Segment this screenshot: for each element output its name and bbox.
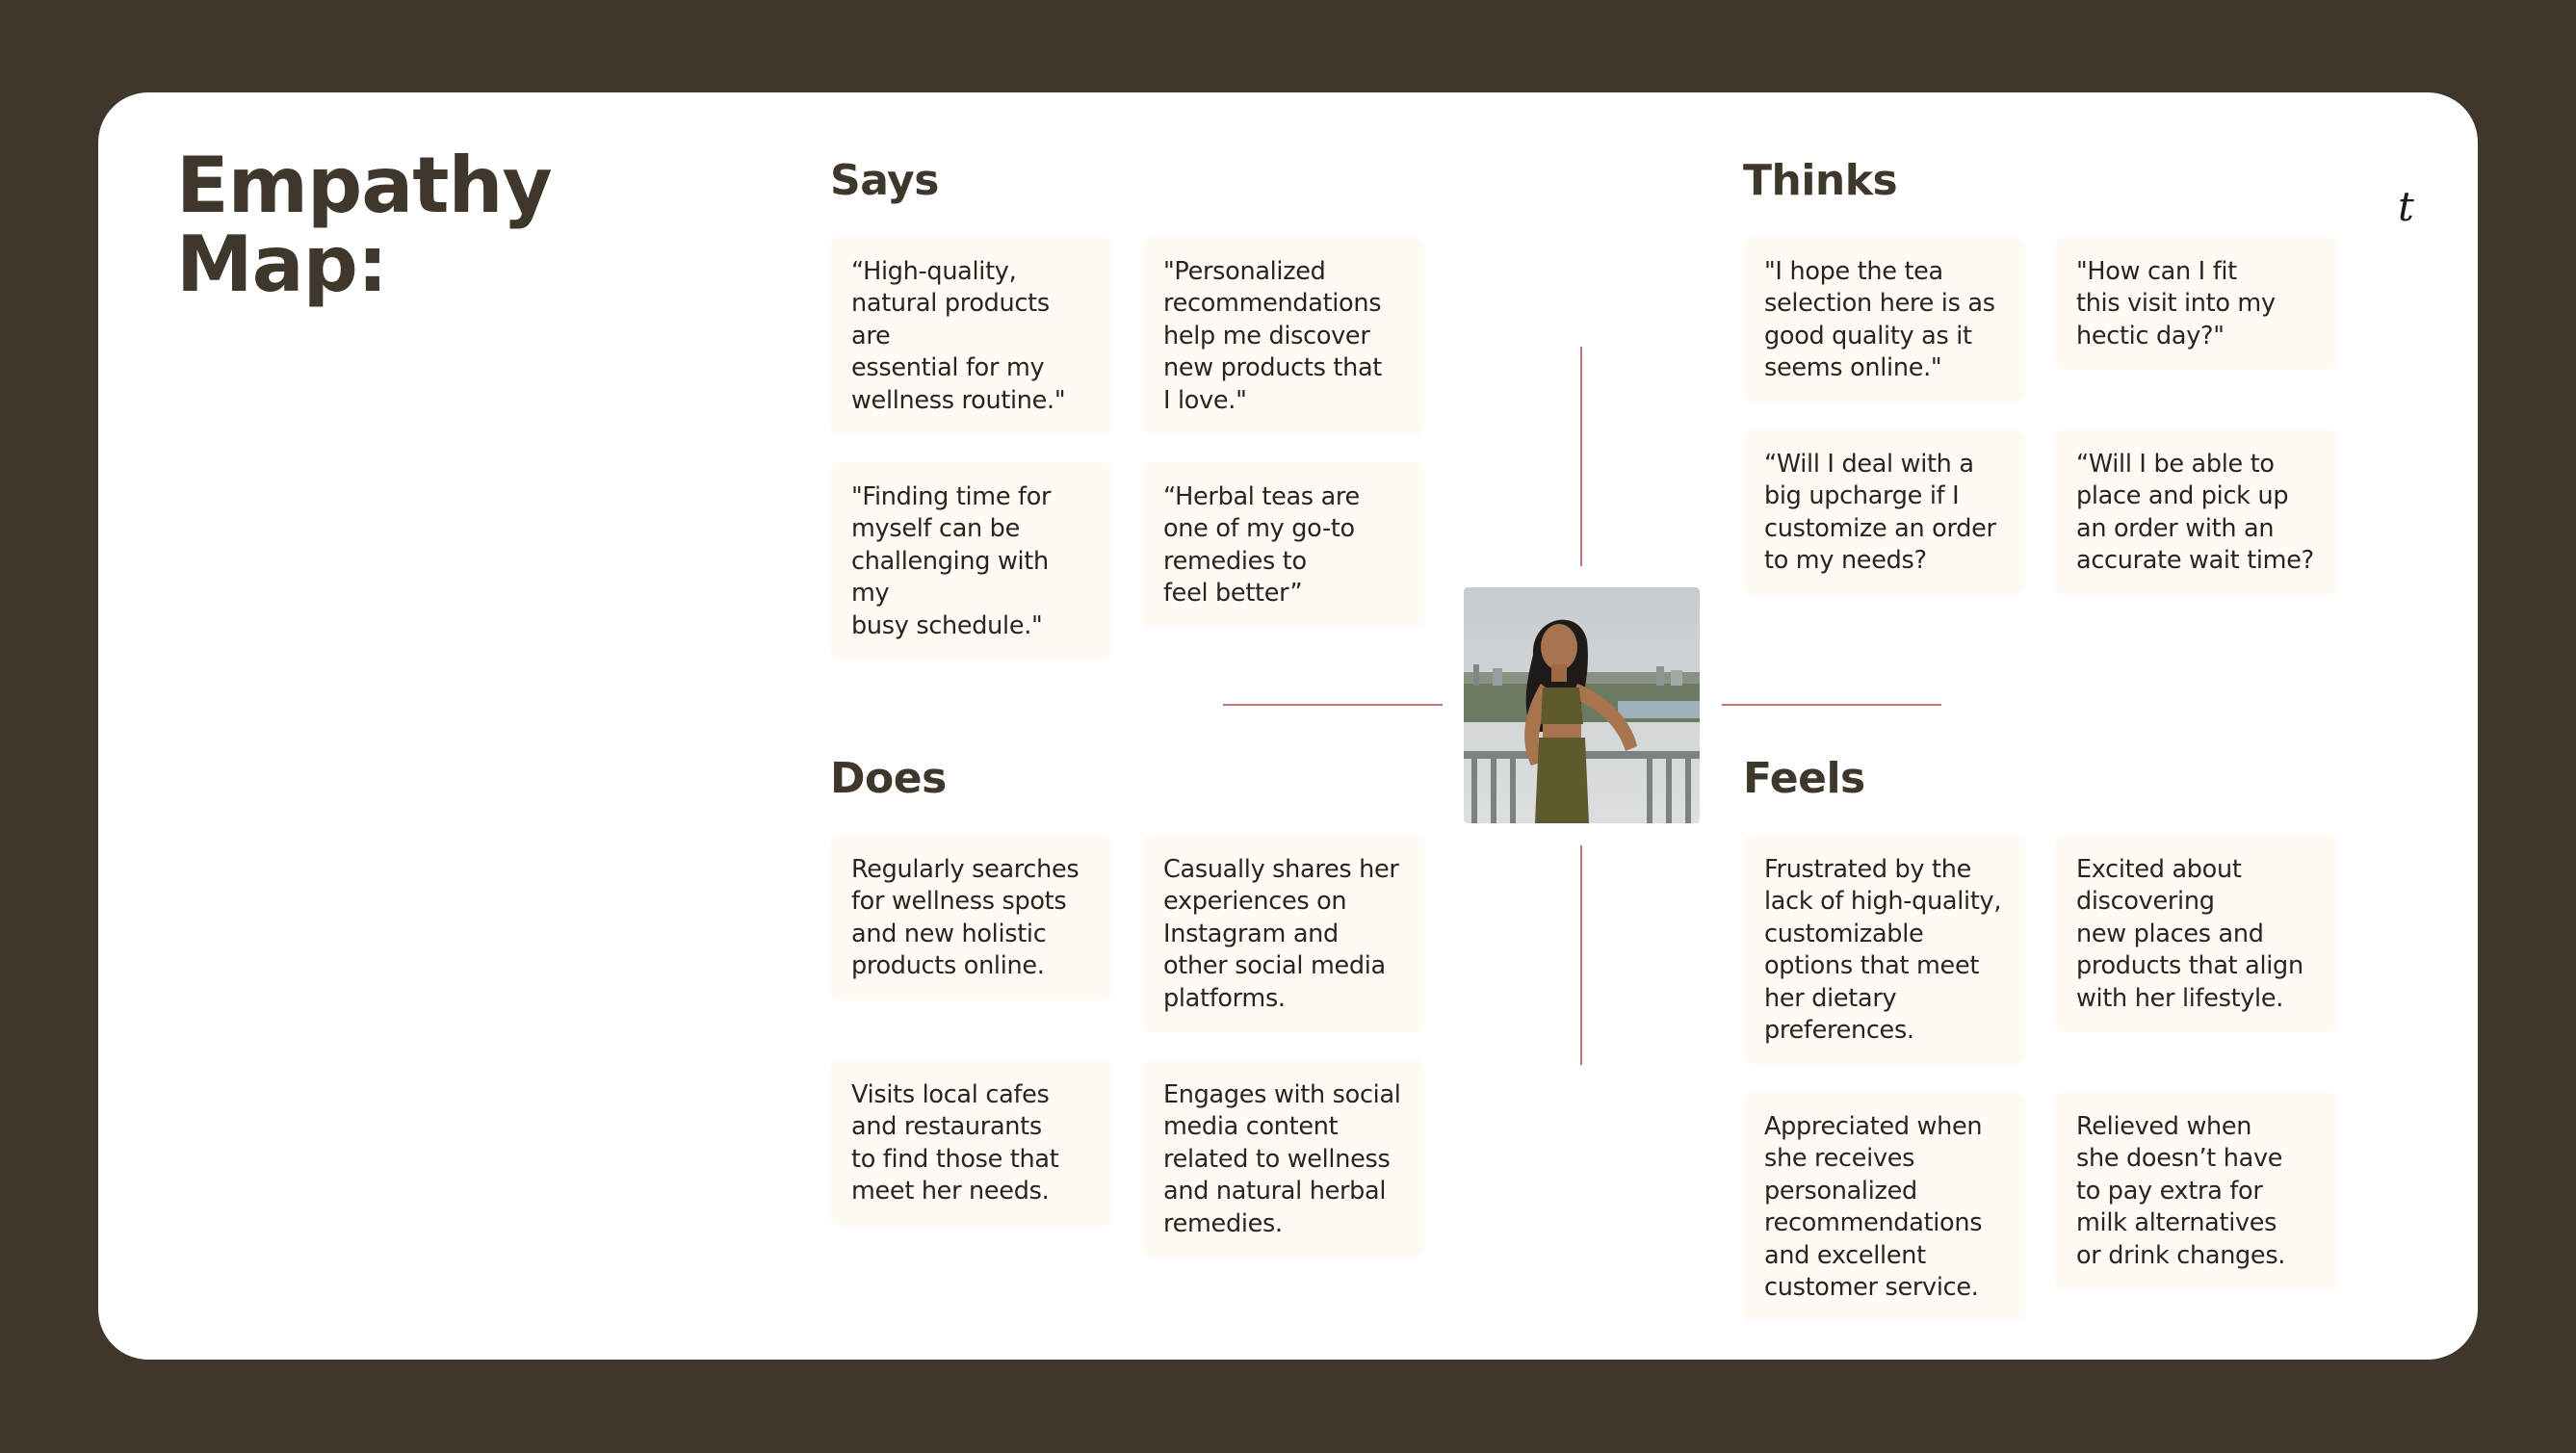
feels-note: Appreciated when she receives personalized recommendations and excellent customer service. — [1743, 1092, 2025, 1321]
divider-horizontal-left — [1223, 704, 1443, 706]
feels-note: Excited about discovering new places and products that align with her lifestyle. — [2055, 835, 2337, 1032]
thinks-note: "I hope the tea selection here is as good quality as it seems online." — [1743, 237, 2025, 402]
thinks-heading: Thinks — [1743, 156, 1898, 205]
does-heading: Does — [830, 754, 947, 803]
says-note: “High-quality, natural products are essential for my wellness routine." — [830, 237, 1112, 434]
does-note: Casually shares her experiences on Instagram and other social media platforms. — [1142, 835, 1424, 1032]
feels-note: Frustrated by the lack of high-quality, customizable options that meet her dietary preferences. — [1743, 835, 2025, 1064]
says-note: “Herbal teas are one of my go-to remedies to feel better” — [1142, 462, 1424, 628]
brand-mark: t — [2398, 183, 2414, 230]
feels-note: Relieved when she doesn’t have to pay extra for milk alternatives or drink changes. — [2055, 1092, 2337, 1289]
says-note: "Personalized recommendations help me discover new products that I love." — [1142, 237, 1424, 434]
does-note: Regularly searches for wellness spots and new holistic products online. — [830, 835, 1112, 1000]
divider-vertical-bottom — [1580, 845, 1582, 1065]
divider-vertical-top — [1580, 347, 1582, 566]
does-note: Engages with social media content related to wellness and natural herbal remedies. — [1142, 1060, 1424, 1258]
persona-photo — [1464, 587, 1700, 823]
divider-horizontal-right — [1722, 704, 1941, 706]
page-title: Empathy Map: — [176, 141, 552, 309]
does-note: Visits local cafes and restaurants to find those that meet her needs. — [830, 1060, 1112, 1226]
says-note: "Finding time for myself can be challenging with my busy schedule." — [830, 462, 1112, 660]
thinks-note: “Will I be able to place and pick up an order with an accurate wait time? — [2055, 429, 2337, 595]
feels-heading: Feels — [1743, 754, 1865, 803]
thinks-note: “Will I deal with a big upcharge if I customize an order to my needs? — [1743, 429, 2025, 595]
thinks-note: "How can I fit this visit into my hectic day?" — [2055, 237, 2337, 370]
persona-photo-icon — [1464, 587, 1700, 823]
says-heading: Says — [830, 156, 939, 205]
